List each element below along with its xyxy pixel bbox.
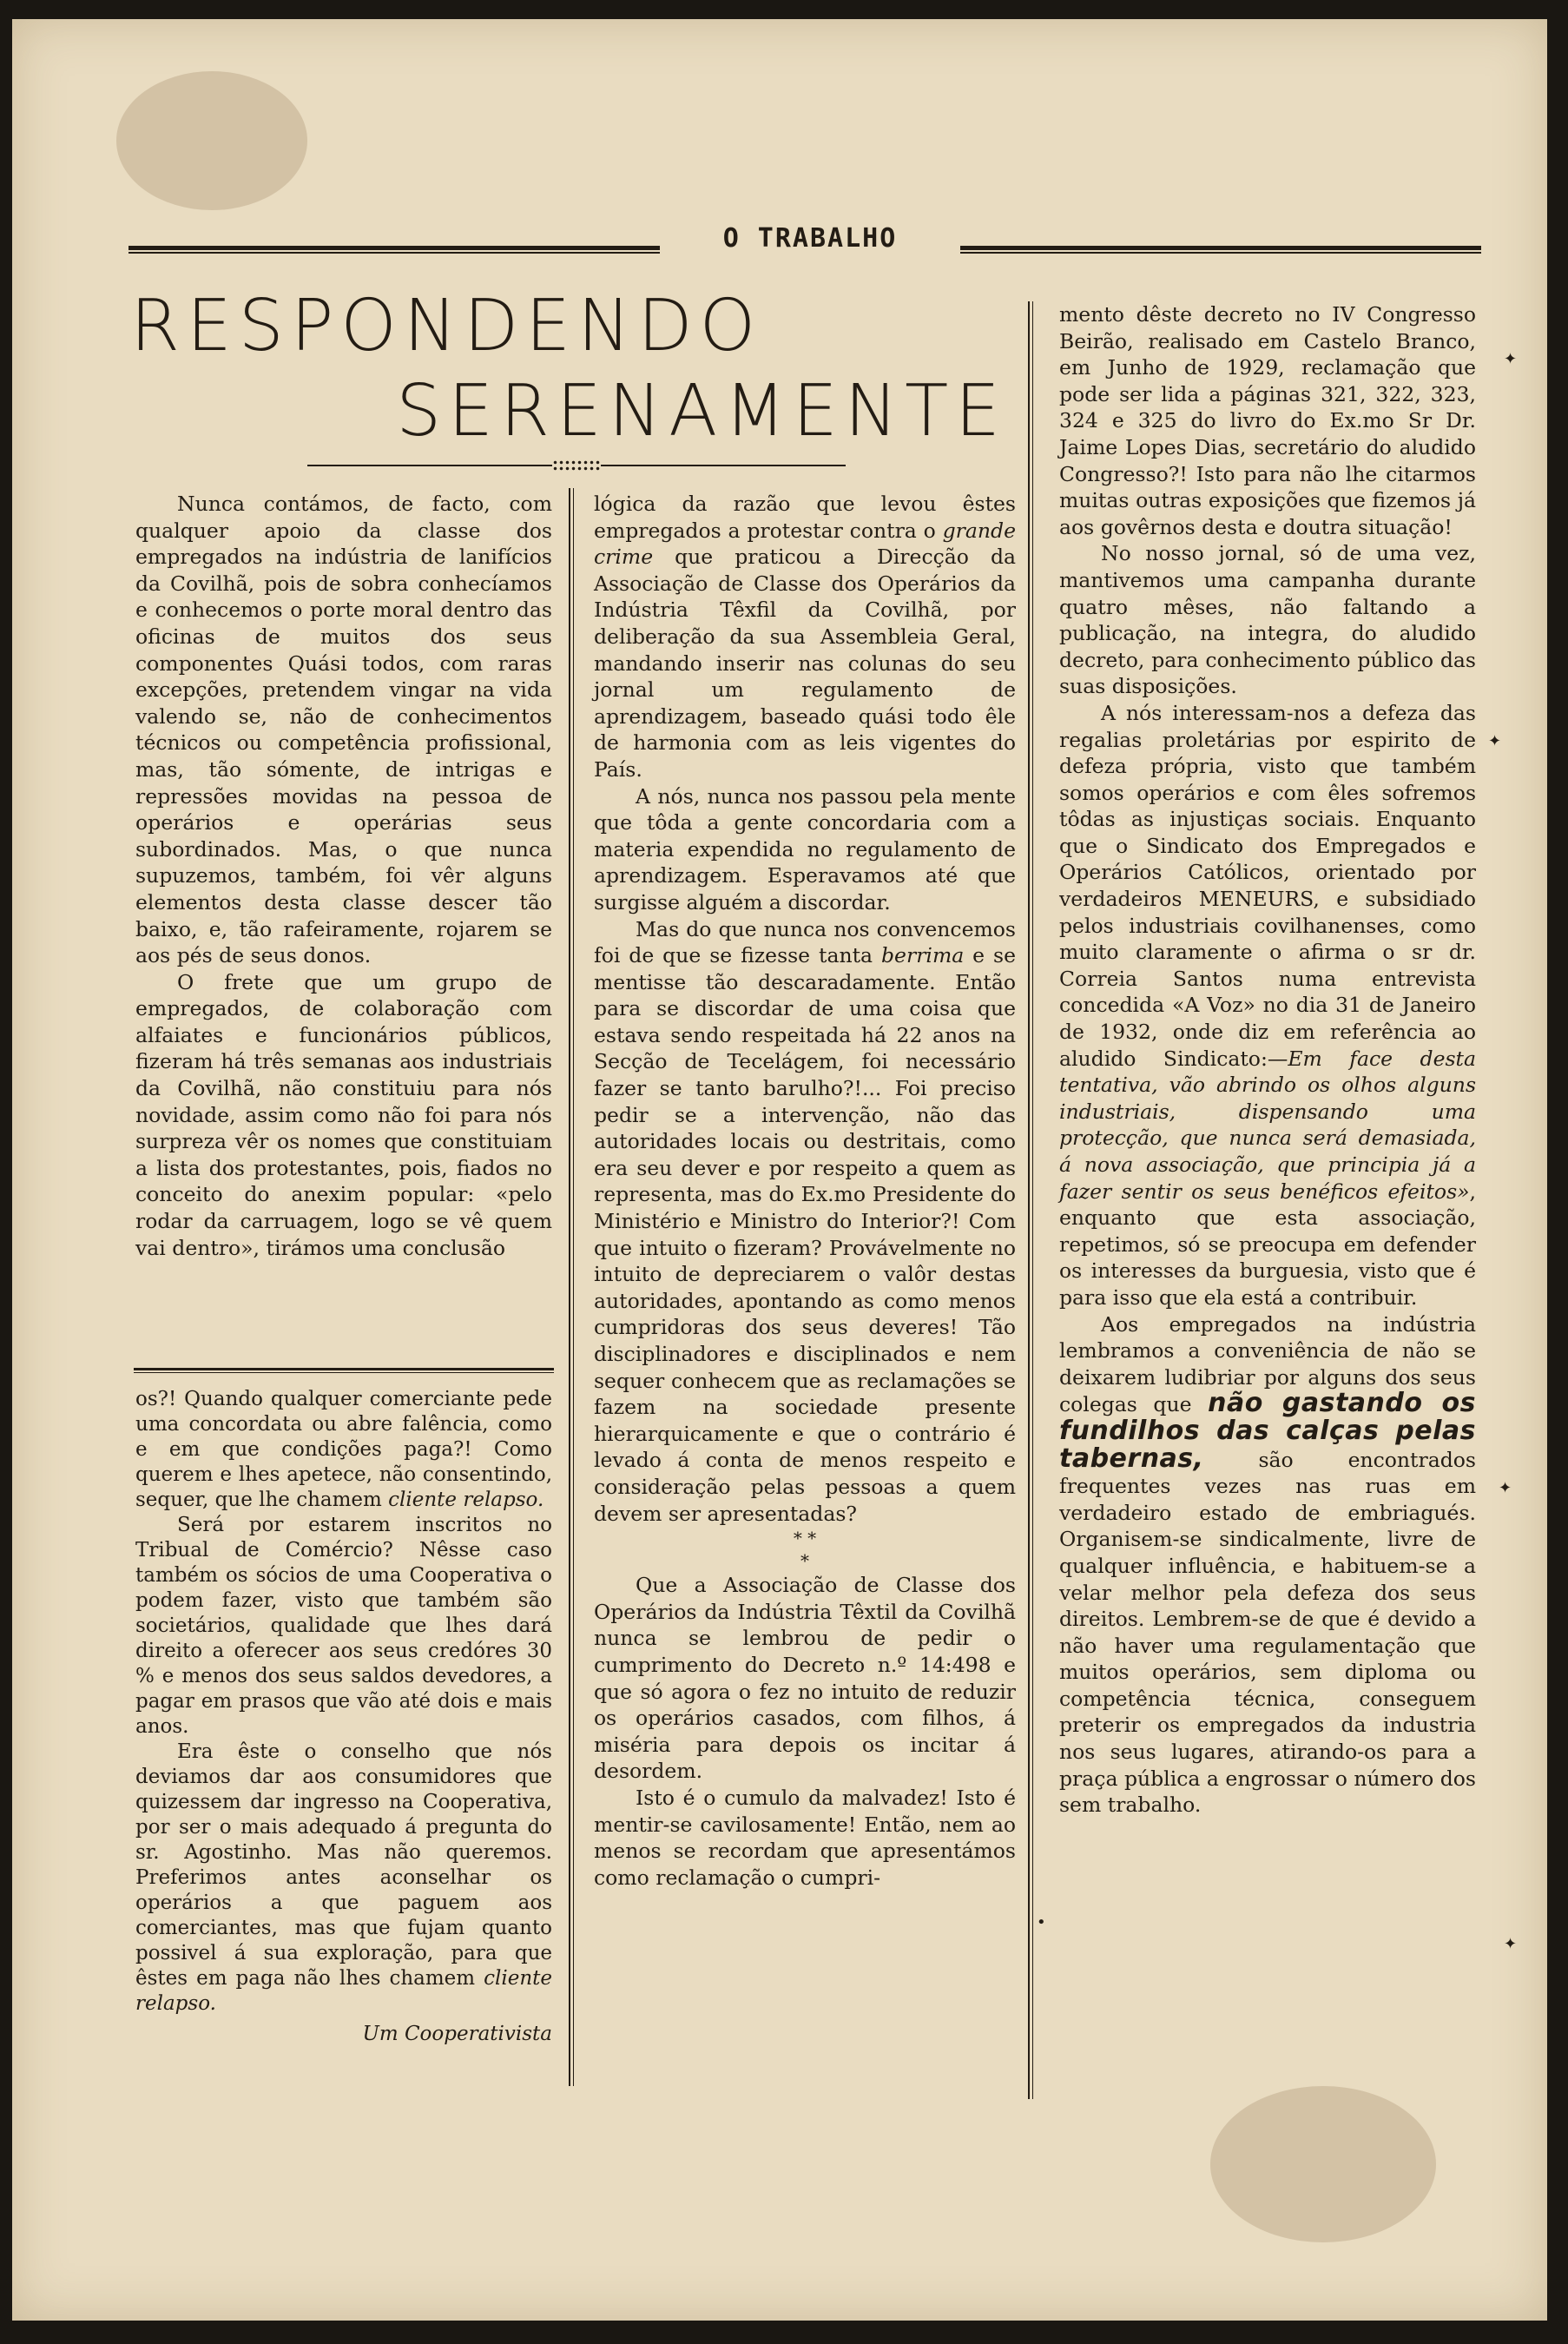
binding-hole-mark: • xyxy=(1037,1913,1046,1931)
column-2 xyxy=(594,491,1016,1891)
paragraph: Isto é o cumulo da malvadez! Isto é mentir-se cavilosamente! Então, nem ao menos se recordam que apresentámos como reclamação o cumpri- xyxy=(594,1785,1016,1890)
paragraph: A nós interessam-nos a defeza das regalias proletárias por espirito de defeza própria, visto que também somos operários e com êles sofremos tôdas as injustiças sociais. Enquanto que o Sindicato dos Empregados e Operários Católicos, orientado por verdadeiros MENEURS, e subsidiado pelos industriais covilhanenses, como muito claramente o afirma o sr dr. Correia Santos numa entrevista concedida «A Voz» no dia 31 de Janeiro de 1932, onde diz em referência ao aludido Sindicato:—Em face desta tentativa, vão abrindo os olhos alguns industriais, dispensando uma protecção, que nunca será demasiada, á nova associação, que principia já a fazer sentir os seus benéficos efeitos», enquanto que esta associação, repetimos, só se preocupa em defender os interesses da burguesia, visto que é para isso que ela está a contribuir. xyxy=(1059,700,1476,1310)
paragraph: os?! Quando qualquer comerciante pede uma concordata ou abre falência, como e em que condições paga?! Como querem e lhes apetece, não consentindo, sequer, que lhe chamem cliente relapso. xyxy=(135,1388,552,1511)
headline-line-2: SERENAMENTE xyxy=(396,370,1007,452)
column-separator-horizontal xyxy=(134,1368,554,1373)
paragraph: lógica da razão que levou êstes empregados a protestar contra o grande crime que praticou a Direcção da Associação de Classe dos Operários da Indústria Têxfil da Covilhã, por deliberação da sua Assembleia Geral, mandando inserir nas colunas do seu jornal um regulamento de aprendizagem, baseado quási todo êle de harmonia com as leis vigentes do País. xyxy=(594,492,1016,782)
binding-hole-mark: ✦ xyxy=(1488,732,1502,750)
paragraph: Aos empregados na indústria lembramos a conveniência de não se deixarem ludibriar por alguns dos seus colegas que não gastando os fundilhos das calças pelas tabernas, são encontrados frequentes vezes nas ruas em verdadeiro estado de embriagués. Organisem-se sindicalmente, livre de qualquer influência, e habituem-se a velar melhor pela defeza dos seus direitos. Lembrem-se de que é devido a não haver uma regulamentação que muitos operários, sem diploma ou competência técnica, conseguem preterir os empregados da industria nos seus lugares, atirando-os para a praça pública a engrossar o número dos sem trabalho. xyxy=(1059,1311,1477,1818)
newspaper-name: O TRABALHO xyxy=(722,223,898,254)
paragraph: Que a Associação de Classe dos Operários da Indústria Têxtil da Covilhã nunca se lembrou de pedir o cumprimento do Decreto n.º 14:498 e que só agora o fez no intuito de reduzir os operários casados, com filhos, á miséria para depois os incitar á desordem. xyxy=(594,1573,1016,1784)
column-separator-1 xyxy=(569,488,574,2086)
column-3 xyxy=(1059,301,1476,1819)
masthead xyxy=(128,206,1481,267)
article-headline xyxy=(130,284,1007,454)
column-separator-2 xyxy=(1028,301,1033,2099)
binding-hole-mark: ✦ xyxy=(1499,1479,1512,1497)
paragraph: Mas do que nunca nos convencemos foi de que se fizesse tanta berrima e se mentisse tão descaradamente. Então para se discordar de uma coisa que estava sendo respeitada há 22 anos na Secção de Tecelágem, foi necessário fazer se tanto barulho?!... Foi preciso pedir se a intervenção, não das autoridades locais ou destritais, como era seu dever e por respeito a quem as representa, mas do Ex.mo Presidente do Ministério e Ministro do Interior?! Com que intuito o fizeram? Provávelmente no intuito de depreciarem o valôr destas autoridades, apontando as como menos cumpridoras dos seus deveres! Tão disciplinadores e disciplinados e nem sequer conhecem que as reclamações se fazem na sociedade presente hierarquicamente e que o contrário é levado á conta de menos respeito e consideração pelas pessoas a quem devem ser apresentadas? xyxy=(594,916,1016,1526)
headline-line-1: RESPONDENDO xyxy=(130,285,763,367)
column-1-bottom xyxy=(135,1387,552,2047)
paragraph: Nunca contámos, de facto, com qualquer apoio da classe dos empregados na indústria de lanifícios da Covilhã, pois de sobra conhecíamos e conhecemos o porte moral dentro das oficinas de muitos dos seus componentes Quási todos, com raras excepções, pretendem vingar na vida valendo se, não de conhecimentos técnicos ou competência profissional, mas, tão sómente, de intrigas e repressões movidas na pessoa de operários e operárias seus subordinados. Mas, o que nunca supuzemos, também, foi vêr alguns elementos desta classe descer tão baixo, e, tão rafeiramente, rojarem se aos pés de seus donos. xyxy=(135,492,552,968)
paragraph: A nós, nunca nos passou pela mente que tôda a gente concordaria com a materia expendida no regulamento de aprendizagem. Esperavamos até que surgisse alguém a discordar. xyxy=(594,783,1016,914)
masthead-rule-right xyxy=(960,246,1481,254)
column-1-top xyxy=(135,491,552,1261)
paragraph: mento dêste decreto no IV Congresso Beirão, realisado em Castelo Branco, em Junho de 1929, reclamação que pode ser lida a páginas 321, 322, 323, 324 e 325 do livro do Ex.mo Sr Dr. Jaime Lopes Dias, secretário do aludido Congresso?! Isto para não lhe citarmos muitas outras exposições que fizemos já aos govêrnos desta e doutra situação! xyxy=(1059,302,1476,539)
binding-hole-mark: ✦ xyxy=(1504,1935,1518,1953)
masthead-rule-left xyxy=(128,246,660,254)
headline-ornament xyxy=(307,459,846,472)
paper-stain xyxy=(116,71,307,210)
paragraph: Será por estarem inscritos no Tribual de Comércio? Nêsse caso também os sócios de uma Cooperativa o podem fazer, visto que também são societários, qualidade que lhes dará direito a oferecer aos seus credóres 30 % e menos dos seus saldos devedores, a pagar em prasos que vão até dois e mais anos. xyxy=(135,1514,552,1738)
paragraph: O frete que um grupo de empregados, de colaboração com alfaiates e funcionários públicos, fizeram há três semanas aos industriais da Covilhã, não constituiu para nós novidade, assim como não foi para nós surpreza vêr os nomes que constituiam a lista dos protestantes, pois, fiados no conceito do anexim popular: «pelo rodar da carruagem, logo se vê quem vai dentro», tirámos uma conclusão xyxy=(135,969,552,1260)
paragraph: No nosso jornal, só de uma vez, mantivemos uma campanha durante quatro mêses, não faltando a publicação, na integra, do aludido decreto, para conhecimento público das suas disposições. xyxy=(1059,541,1476,699)
paper-stain xyxy=(1210,2086,1436,2242)
section-stars: * * * xyxy=(793,1528,817,1572)
binding-hole-mark: ✦ xyxy=(1504,350,1518,368)
newspaper-page xyxy=(12,19,1547,2321)
article-signature: Um Cooperativista xyxy=(362,2023,552,2045)
paragraph: Era êste o conselho que nós deviamos dar aos consumidores que quizessem dar ingresso na Cooperativa, por ser o mais adequado á pregunta do sr. Agostinho. Mas não queremos. Preferimos antes aconselhar os operários a que paguem aos comerciantes, mas que fujam quanto possivel á sua exploração, para que êstes em paga não lhes chamem cliente relapso. xyxy=(135,1740,552,2015)
